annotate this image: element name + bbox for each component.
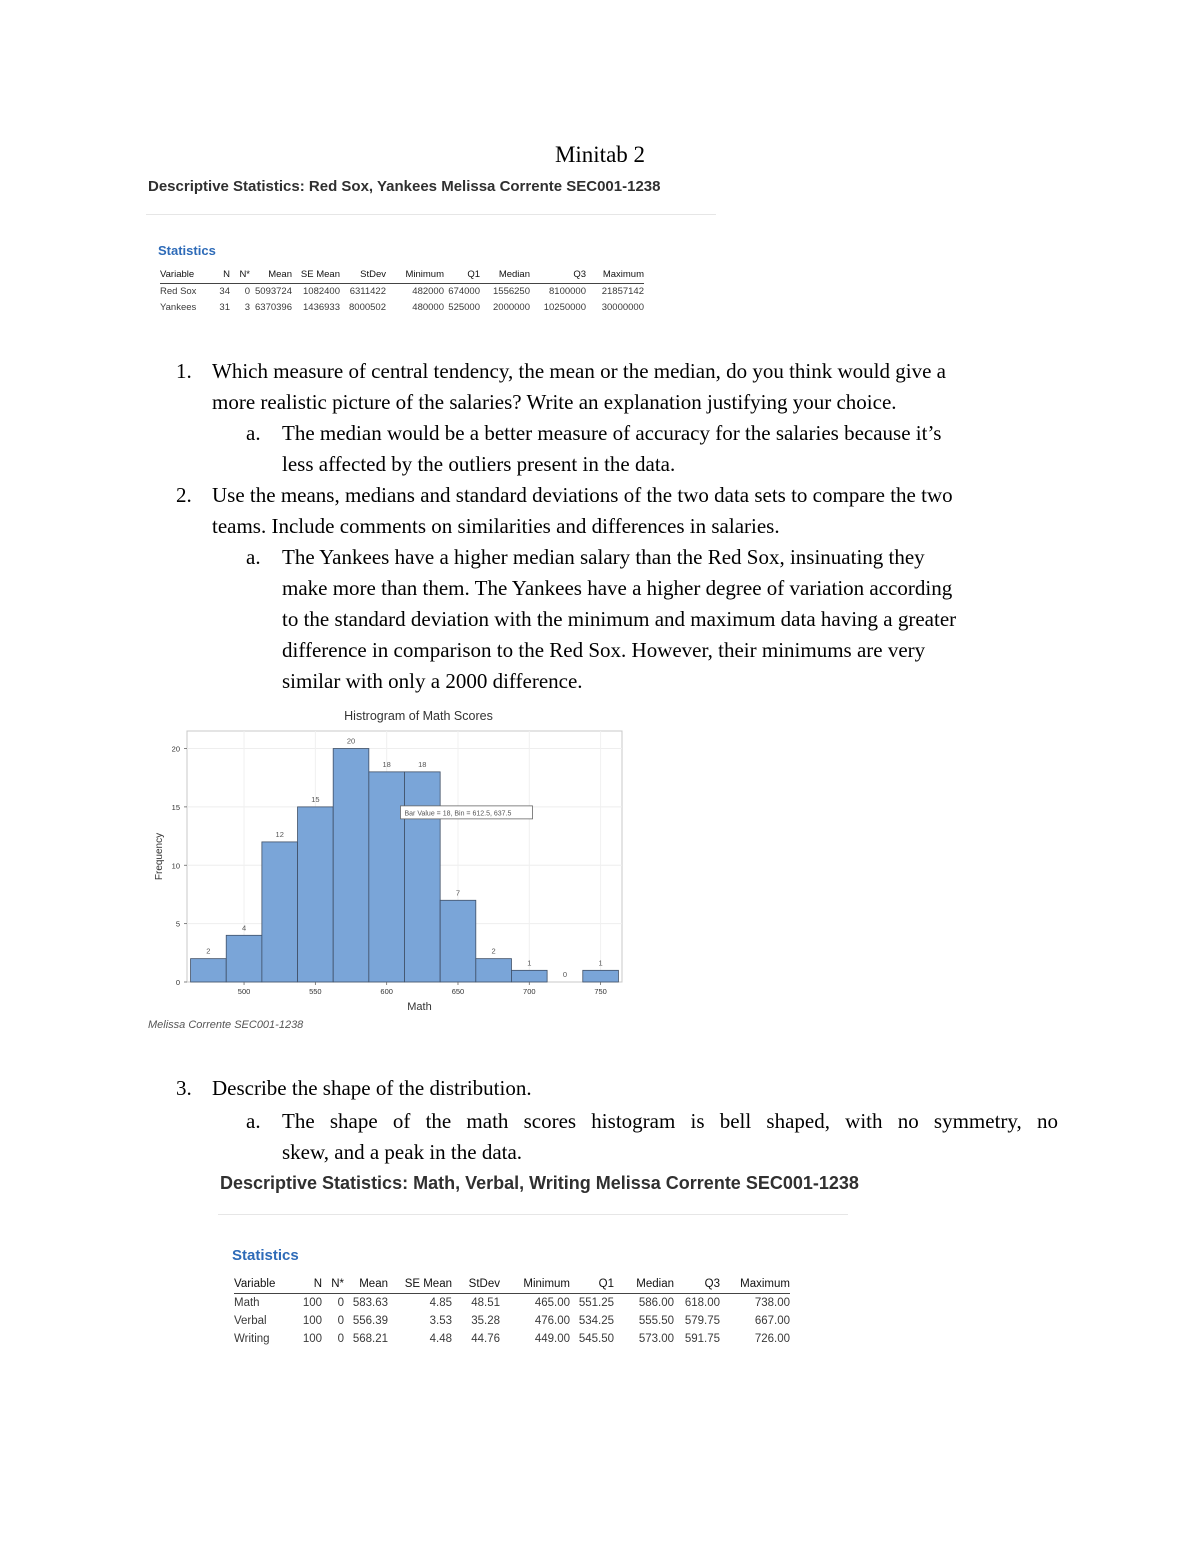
scores-table-cell: 534.25 [578,1315,614,1327]
scores-col-header: Q1 [570,1275,614,1294]
y-tick-label: 0 [175,978,180,987]
histogram-bar [191,959,227,982]
bar-data-label: 1 [527,958,532,968]
salary-table-cell: 5093724 [255,286,292,297]
scores-col-header: Q3 [674,1275,720,1294]
salary-table-cell: 6311422 [349,286,386,297]
scores-col-header: N [294,1275,322,1294]
answer-2 [246,542,1066,697]
bar-data-label: 7 [455,888,461,898]
histogram-bar [226,935,262,982]
answer-2-line-2: make more than them. The Yankees have a higher degree of variation according [282,576,953,600]
scores-table-cell: 667.00 [754,1315,790,1327]
scores-col-header: StDev [452,1275,500,1294]
scores-col-header: Median [614,1275,674,1294]
question-2-number: 2. [176,483,192,507]
question-2-line-2: teams. Include comments on similarities and differences in salaries. [212,514,780,538]
scores-table-cell: 618.00 [684,1297,720,1309]
y-tick-label: 15 [171,802,180,812]
salary-table-cell: 0 [244,286,250,297]
scores-table-cell: 551.25 [578,1297,614,1309]
scores-table-cell: 35.28 [471,1315,500,1327]
scores-table-cell: 48.51 [471,1297,500,1309]
math-scores-histogram [140,703,640,1018]
page-title: Minitab 2 [554,142,646,167]
answer-3 [246,1106,1066,1168]
answer-2-letter: a. [246,545,261,569]
bar-data-label: 15 [311,794,320,804]
bar-tooltip-text: Bar Value = 18, Bin = 612.5, 637.5 [404,810,512,818]
answer-3-line-1: The shape of the math scores histogram is bell shaped, with no symmetry, no [282,1109,1058,1133]
scores-table-cell: 579.75 [684,1315,720,1327]
salary-col-header: N [208,267,230,284]
scores-table-cell: 0 [337,1297,344,1309]
histogram-bar [298,807,334,982]
scores-table-cell: 573.00 [638,1333,674,1345]
salary-table-cell: 1556250 [493,286,530,297]
scores-table-cell: 0 [337,1315,344,1327]
scores-table-cell: 100 [302,1315,322,1327]
salary-table-cell: 674000 [448,286,480,297]
salary-table-cell: 3 [244,302,250,313]
histogram-bar [405,772,441,982]
scores-statistics-label: Statistics [232,1247,299,1264]
x-tick-label: 550 [309,987,322,996]
scores-table-row [234,1312,790,1330]
salary-table-cell: Yankees [160,302,197,313]
scores-table-cell: 555.50 [638,1315,674,1327]
bar-data-label: 2 [206,946,211,956]
salary-table-row [160,284,644,301]
scores-table-cell: 476.00 [534,1315,570,1327]
salary-col-header: Q3 [530,267,586,284]
salary-statistics-label: Statistics [158,243,216,258]
scores-col-header: Minimum [500,1275,570,1294]
answer-1-letter: a. [246,421,261,445]
salary-col-header: Median [480,267,530,284]
scores-table-cell: 44.76 [471,1333,500,1345]
scores-table-cell: 726.00 [754,1333,790,1345]
answer-1-line-1: The median would be a better measure of accuracy for the salaries because it’s [282,421,942,445]
salary-table-cell: 34 [219,286,230,297]
scores-table-cell: Verbal [234,1315,267,1327]
histogram-bar [583,970,619,982]
salary-table-header-row [160,267,644,284]
histogram-bar [440,900,476,982]
salary-table-cell: 8100000 [549,286,586,297]
scores-table-cell: 449.00 [534,1333,570,1345]
scores-table-header-row [234,1275,790,1294]
salary-table-cell: 21857142 [601,286,644,297]
scores-table-cell: 465.00 [534,1297,570,1309]
question-3-number: 3. [176,1076,192,1100]
scores-stats-heading: Descriptive Statistics: Math, Verbal, Writing Melissa Corrente SEC001-1238 [220,1173,859,1193]
scores-table-row [234,1294,790,1313]
bar-data-label: 18 [418,759,427,769]
scores-table-cell: 591.75 [684,1333,720,1345]
salary-table-cell: 6370396 [255,302,292,313]
scores-col-header: N* [322,1275,344,1294]
histogram-bar [262,842,298,982]
y-tick-label: 20 [171,744,180,754]
answer-3-letter: a. [246,1109,261,1133]
bar-data-label: 20 [346,736,356,746]
scores-section-divider [218,1214,848,1215]
salary-table-cell: 10250000 [543,302,586,313]
question-1-line-2: more realistic picture of the salaries? Write an explanation justifying your choice. [212,390,897,414]
bar-data-label: 2 [491,946,496,956]
salary-col-header: Variable [160,267,208,284]
x-tick-label: 750 [594,987,607,996]
scores-table-cell: 583.63 [352,1297,388,1309]
x-tick-label: 500 [237,987,251,996]
scores-col-header: Maximum [720,1275,790,1294]
salary-table-cell: 1082400 [303,286,340,297]
salary-stats-heading: Descriptive Statistics: Red Sox, Yankees Melissa Corrente SEC001-1238 [148,178,661,195]
bar-data-label: 1 [598,958,603,968]
x-tick-label: 700 [523,987,536,996]
salary-table-cell: 2000000 [493,302,530,313]
answer-2-line-1: The Yankees have a higher median salary than the Red Sox, insinuating they [282,545,925,569]
answer-1 [246,418,1066,480]
question-3 [176,1073,1076,1104]
scores-col-header: Mean [344,1275,388,1294]
salary-col-header: StDev [340,267,386,284]
x-axis-label: Math [407,1001,432,1013]
y-axis-label: Frequency [154,832,165,881]
histogram-caption: Melissa Corrente SEC001-1238 [148,1019,304,1031]
scores-col-header: Variable [234,1275,294,1294]
scores-table-row [234,1330,790,1348]
question-3-line-1: Describe the shape of the distribution. [212,1076,532,1100]
bar-data-label: 18 [382,759,391,769]
bar-data-label: 4 [241,923,247,933]
answer-1-line-2: less affected by the outliers present in the data. [282,452,676,476]
histogram-bar [476,959,512,982]
answer-2-line-3: to the standard deviation with the minimum and maximum data having a greater [282,607,957,631]
question-1-line-1: Which measure of central tendency, the mean or the median, do you think would give a [212,359,946,383]
y-tick-label: 5 [175,919,180,929]
scores-table-cell: 4.85 [429,1297,452,1309]
chart-title: Histrogram of Math Scores [344,709,493,723]
scores-stats-table [234,1275,790,1348]
histogram-bar [511,970,547,982]
salary-table-cell: 480000 [412,302,444,313]
question-1-number: 1. [176,359,192,383]
question-2-line-1: Use the means, medians and standard deviations of the two data sets to compare the two [212,483,953,507]
x-tick-label: 650 [451,987,465,996]
y-tick-label: 10 [171,861,180,871]
salary-table-cell: 1436933 [303,302,340,313]
scores-table-cell: Writing [234,1333,270,1345]
salary-table-cell: 31 [219,302,230,313]
salary-col-header: Maximum [586,267,644,284]
scores-table-cell: 100 [302,1333,322,1345]
histogram-bar [369,772,405,982]
bar-data-label: 0 [562,970,568,979]
scores-table-cell: 556.39 [352,1315,388,1327]
scores-table-cell: 3.53 [429,1315,452,1327]
salary-table-cell: 482000 [412,286,444,297]
salary-table-cell: Red Sox [160,286,197,297]
answer-2-line-5: similar with only a 2000 difference. [282,669,583,693]
question-1 [176,356,1076,418]
salary-table-cell: 525000 [448,302,480,313]
x-tick-label: 600 [380,987,393,996]
answer-3-line-2: skew, and a peak in the data. [282,1140,523,1164]
question-2 [176,480,1076,542]
scores-table-cell: 738.00 [754,1297,790,1309]
salary-table-row [160,300,644,316]
salary-table-cell: 30000000 [601,302,644,313]
salary-stats-table [160,267,644,316]
scores-table-cell: Math [234,1297,260,1309]
bar-data-label: 12 [275,829,284,839]
scores-table-cell: 100 [302,1297,322,1309]
salary-table-cell: 8000502 [349,302,386,313]
salary-section-divider [146,214,716,215]
scores-table-cell: 586.00 [638,1297,674,1309]
scores-table-cell: 4.48 [429,1333,452,1345]
salary-col-header: Q1 [444,267,480,284]
salary-col-header: Mean [250,267,292,284]
scores-col-header: SE Mean [388,1275,452,1294]
scores-table-cell: 0 [337,1333,344,1345]
salary-col-header: Minimum [386,267,444,284]
scores-table-cell: 568.21 [352,1333,388,1345]
salary-col-header: N* [230,267,250,284]
scores-table-cell: 545.50 [578,1333,614,1345]
salary-col-header: SE Mean [292,267,340,284]
answer-2-line-4: difference in comparison to the Red Sox. However, their minimums are very [282,638,926,662]
histogram-bar [333,749,369,982]
